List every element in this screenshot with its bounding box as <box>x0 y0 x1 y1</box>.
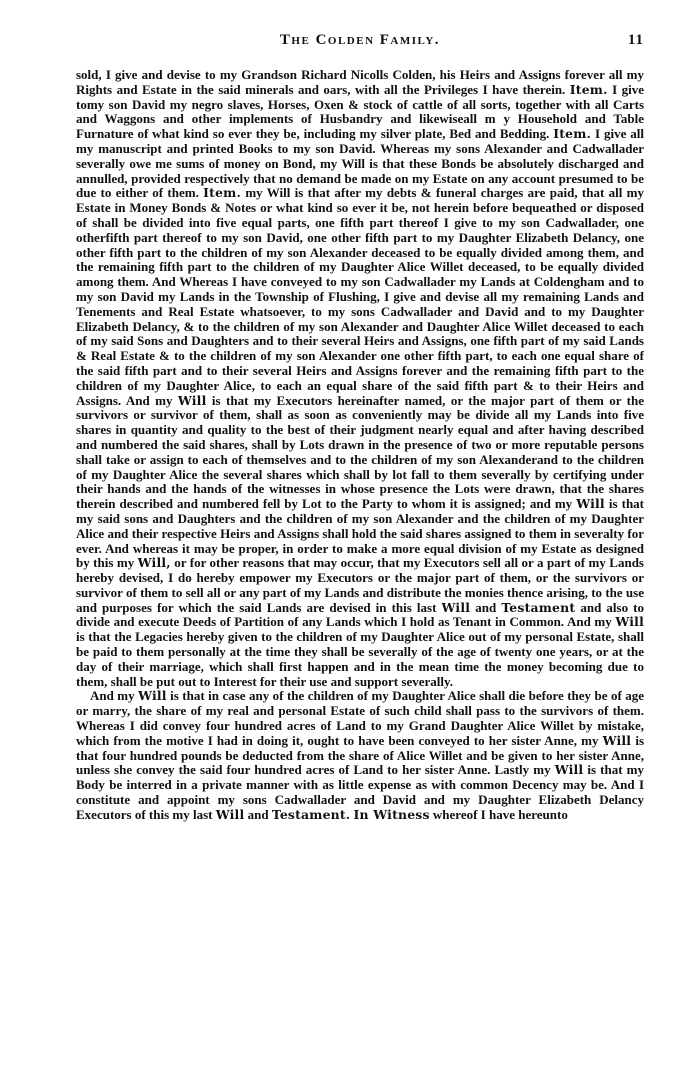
text-run: whereof I have hereunto <box>429 806 568 822</box>
page-number: 11 <box>627 32 644 48</box>
text-run: I give all my manuscript and printed Books to my son David. Whereas my sons Alexander and Cadwallader severally owe me sums of money on Bond, my Will is that these Bonds be absolutely discharged and annulled, provided respectively that no demand be made on my Estate on any account presumed to be due to either of them. <box>76 126 644 201</box>
text-run: is that the Legacies hereby given to the children of my Daughter Alice out of my personal Estate, shall be paid to them personally at the time they shall be severally of the age of twenty one years, or at the day of their marriage, which shall first happen and in the mean time the money becoming due to them, shall be put out to Interest for their use and support severally. <box>76 629 644 689</box>
blackletter-word: Item. <box>569 81 608 97</box>
blackletter-word: Item. <box>553 126 592 142</box>
text-run: And my <box>90 688 139 704</box>
text-run: sold, I give and devise to my Grandson Richard Nicolls Colden, his Heirs and Assigns forever all my Rights and Estate in the said minerals and oars, with all the Privileges I have therein. <box>76 67 644 97</box>
text-run: is that my Body be interred in a private manner with as little expense as with common Decency may be. And I constitute and appoint my sons Cadwallader and David and my Daughter Elizabeth Delancy Executors of this my last <box>76 762 644 822</box>
body-text <box>76 68 644 823</box>
text-run: is that in case any of the children of my Daughter Alice shall die before they be of age or marry, the share of my real and personal Estate of such child shall pass to the survivors of them. Whereas I did convey four hundred acres of Land to my Grand Daughter Alice Willet by mistake, which from the motive I had in doing it, ought to have been conveyed to her sister Anne, my <box>76 688 644 748</box>
blackletter-word: Will <box>576 496 605 512</box>
blackletter-word: Will <box>215 806 245 822</box>
running-title: The Colden Family. <box>279 32 441 48</box>
document-page <box>76 32 644 1042</box>
blackletter-word: Testament. <box>271 806 351 822</box>
blackletter-word: Item. <box>203 185 241 201</box>
text-run: and <box>244 806 272 822</box>
blackletter-word: Will <box>554 762 584 778</box>
blackletter-word: In Witness <box>353 806 430 822</box>
blackletter-word: Will <box>138 688 167 704</box>
text-run: my Will is that after my debts & funeral charges are paid, that all my Estate in Money Bonds & Notes or what kind so ever it be, not herein before bequeathed or disposed of shall be divided into five equal parts, one fifth part thereof I give to my son Cadwallader, one otherfifth part thereof to my son David, one other fifth part to my Daughter Elizabeth Delancy, one other fifth part to the children of my son Alexander deceased to be equally divided among them, and the remaining fifth part to the children of my Daughter Alice Willet deceased, to be equally divided among them. And Whereas I have conveyed to my son Cadwallader my Lands at Coldengham and to my son David my Lands in the Township of Flushing, I give and devise all my remaining Lands and Tenements and Real Estate whatsoever, to my sons Cadwallader and David and to my Daughter Elizabeth Delancy, & to the children of my son Alexander and Daughter Alice Willet deceased to each of my said Sons and Daughters and to their several Heirs and Assigns, one fifth part of my said Lands & Real Estate & to the children of my son Alexander one other fifth part, to each one equal share of the said fifth part and to their several Heirs and Assigns forever and the remaining fifth part to the children of my Daughter Alice, to each an equal share of the said fifth part & to their Heirs and Assigns. And my <box>76 185 644 408</box>
paragraph <box>76 689 644 822</box>
text-run: is that my Executors hereinafter named, or the major part of them or the survivors or survivor of them, shall as soon as conveniently may be divide all my Lands into five shares in quantity and quality to the best of their judgment nearly equal and after having described and numbered the said shares, shall by Lots drawn in the presence of two or more reputable persons shall take or assign to each of themselves and to the children of my son Alexanderand to the children of my Daughter Alice the several shares which shall by lot fall to them severally by certifying under their hands and the hands of the witnesses in whose presence the Lots were drawn, that the shares therein described and numbered fell by Lot to the Party to whom it is assigned; and my <box>76 392 644 512</box>
text-run: or for other reasons that may occur, that my Executors sell all or a part of my Lands hereby devised, I do hereby empower my Executors or the major part of them, or the survivors or survivor of them to sell all or any part of my Lands and distribute the monies thence arising, to the use and purposes for which the said Lands are devised in this last <box>76 555 644 615</box>
blackletter-word: Will <box>615 614 644 630</box>
blackletter-word: Will <box>441 599 471 615</box>
text-run: is that four hundred pounds be deducted from the share of Alice Willet and be given to her sister Anne, unless she convey the said four hundred acres of Land to her sister Anne. Lastly my <box>76 732 644 778</box>
paragraph <box>76 68 644 689</box>
blackletter-word: Will <box>602 732 632 748</box>
blackletter-word: Will, <box>137 555 171 571</box>
text-run: is that my said sons and Daughters and the children of my son Alexander and the children of my Daughter Alice and their respective Heirs and Assigns shall hold the said shares assigned to them in severalty for ever. And whereas it may be proper, in order to make a more equal division of my Estate as designed by this my <box>76 496 644 571</box>
running-head <box>76 32 644 56</box>
blackletter-word: Testament <box>501 599 576 615</box>
blackletter-word: Will <box>177 392 207 408</box>
text-run: and also to divide and execute Deeds of Partition of any Lands which I hold as Tenant in Common. And my <box>76 599 644 630</box>
text-run: and <box>470 599 502 615</box>
text-run: I give tomy son David my negro slaves, Horses, Oxen & stock of cattle of all sorts, together with all Carts and Waggons and other implements of Husbandry and likewiseall m y Household and Table Furnature of what kind so ever they be, including my silver plate, Bed and Bedding. <box>76 81 644 142</box>
